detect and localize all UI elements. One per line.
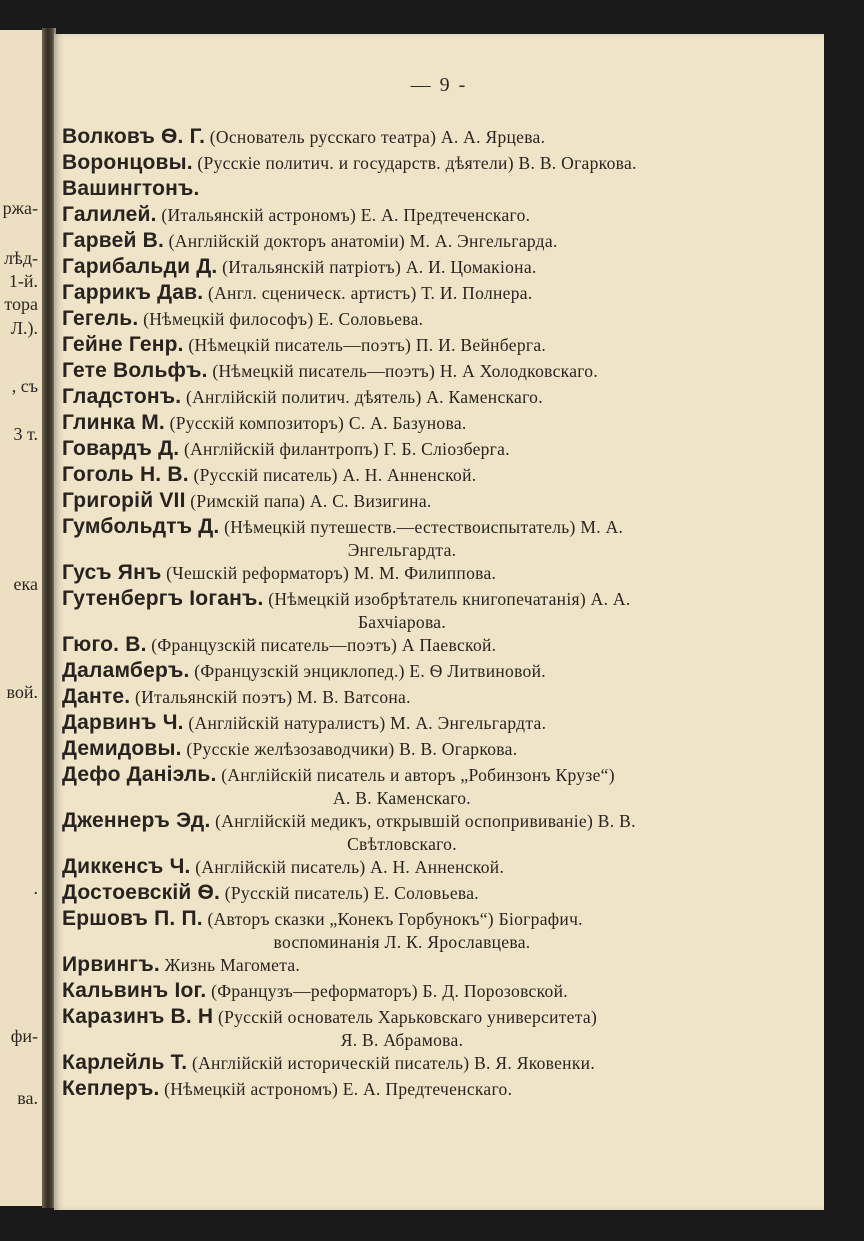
entry-description: (Русскій основатель Харьковскаго университета) [213, 1007, 598, 1027]
entry-item [62, 737, 742, 761]
entry-name: Данте. [62, 685, 131, 708]
left-page-edge [0, 30, 44, 1206]
entry-name: Ершовъ П. П. [62, 907, 203, 930]
entry-name: Гумбольдтъ Д. [62, 515, 220, 538]
entry-name: Гюго. В. [62, 633, 147, 656]
entry-item [62, 587, 742, 634]
entry-description: (Итальянскій астрономъ) Е. А. Предтеченскаго. [156, 205, 531, 225]
entry-description: (Англійскій филантропъ) Г. Б. Сліозберга. [179, 439, 510, 459]
entry-description: (Русскіе политич. и государств. дѣятели) В. В. Огаркова. [192, 153, 637, 173]
entry-name: Гоголь Н. В. [62, 463, 189, 486]
entry-name: Диккенсъ Ч. [62, 855, 191, 878]
entry-description: (Французскій писатель—поэтъ) А Паевской. [146, 635, 497, 655]
entry-description: (Англійскій натуралистъ) М. А. Энгельгардта. [183, 713, 547, 733]
entry-item [62, 659, 742, 683]
entry-description: (Англійскій писатель) А. Н. Анненской. [190, 857, 505, 877]
entry-item [62, 1005, 742, 1052]
left-page-fragment: ва. [17, 1088, 38, 1108]
entry-item [62, 881, 742, 905]
entry-name: Кальвинъ Іог. [62, 979, 207, 1002]
entry-name: Галилей. [62, 203, 157, 226]
left-page-fragment: тора [4, 294, 38, 314]
entry-item [62, 281, 742, 305]
entry-continuation: воспоминанія Л. К. Ярославцева. [273, 932, 531, 952]
left-page-fragment: ека [13, 574, 38, 594]
entry-name: Гарибальди Д. [62, 255, 218, 278]
entry-name: Карлейль Т. [62, 1051, 188, 1074]
entry-item [62, 763, 742, 810]
entry-name: Демидовы. [62, 737, 182, 760]
entry-description: (Основатель русскаго театра) А. А. Ярцева. [205, 127, 546, 147]
entry-item [62, 463, 742, 487]
entry-description: (Нѣмецкій философъ) Е. Соловьева. [138, 309, 424, 329]
entry-continuation: Бахчіарова. [357, 612, 447, 632]
entry-item [62, 855, 742, 879]
entry-description: (Русскій композиторъ) С. А. Базунова. [164, 413, 467, 433]
entry-item [62, 177, 742, 201]
entry-item [62, 953, 742, 977]
entry-name: Гладстонъ. [62, 385, 182, 408]
entry-name: Воронцовы. [62, 151, 193, 174]
page-number: — 9 - [410, 74, 468, 96]
entry-description: Жизнь Магомета. [159, 955, 301, 975]
entry-description: (Французъ—реформаторъ) Б. Д. Порозовской. [206, 981, 568, 1001]
entry-description: (Итальянскій поэтъ) М. В. Ватсона. [130, 687, 411, 707]
entry-description: (Англійскій докторъ анатоміи) М. А. Энгельгарда. [164, 231, 558, 251]
entry-item [62, 151, 742, 175]
left-page-fragment: 1-й. [8, 271, 38, 291]
entry-item [62, 711, 742, 735]
entry-item [62, 125, 742, 149]
entry-item [62, 515, 742, 562]
entry-description: (Англійскій медикъ, открывшій оспопрививаніе) В. В. [210, 811, 636, 831]
entry-name: Гарвей В. [62, 229, 164, 252]
entry-name: Дарвинъ Ч. [62, 711, 184, 734]
entry-continuation: А. В. Каменскаго. [333, 788, 471, 808]
entry-name: Дефо Даніэль. [62, 763, 217, 786]
entry-item [62, 385, 742, 409]
entry-item [62, 255, 742, 279]
entry-description: (Англійскій политич. дѣятель) А. Каменскаго. [181, 387, 543, 407]
entry-description: (Англійскій писатель и авторъ „Робинзонъ Крузе“) [216, 765, 615, 785]
entry-description: (Нѣмецкій астрономъ) Е. А. Предтеченскаго. [159, 1079, 513, 1099]
entry-name: Кеплеръ. [62, 1077, 160, 1100]
entry-name: Гутенбергъ Іоганъ. [62, 587, 264, 610]
right-page [54, 34, 824, 1210]
entry-continuation: Свѣтловскаго. [347, 834, 457, 854]
entry-description: (Англ. сценическ. артистъ) Т. И. Полнера. [203, 283, 533, 303]
entry-item [62, 437, 742, 461]
entry-item [62, 229, 742, 253]
entry-item [62, 809, 742, 856]
entry-item [62, 333, 742, 357]
left-page-fragment: . [33, 878, 38, 898]
entry-description: (Русскій писатель) А. Н. Анненской. [188, 465, 477, 485]
left-page-fragment: вой. [6, 682, 38, 702]
left-page-fragment: фи- [10, 1026, 38, 1046]
entry-item [62, 411, 742, 435]
entry-name: Каразинъ В. Н [62, 1005, 214, 1028]
entry-description: (Русскіе желѣзозаводчики) В. В. Огаркова. [181, 739, 518, 759]
entry-item [62, 359, 742, 383]
left-page-fragment: 3 т. [13, 424, 38, 444]
entry-description: (Итальянскій патріотъ) А. И. Цомакіона. [217, 257, 537, 277]
entry-name: Гете Вольфъ. [62, 359, 208, 382]
entry-name: Григорій VII [62, 489, 186, 512]
entry-item [62, 685, 742, 709]
entry-description: (Авторъ сказки „Конекъ Горбунокъ“) Біографич. [202, 909, 583, 929]
entry-item [62, 1051, 742, 1075]
entry-description: (Нѣмецкій писатель—поэтъ) П. И. Вейнберга. [183, 335, 547, 355]
entry-description: (Чешскій реформаторъ) М. М. Филиппова. [161, 563, 497, 583]
entry-name: Дженнеръ Эд. [62, 809, 211, 832]
entry-name: Глинка М. [62, 411, 165, 434]
entry-name: Даламберъ. [62, 659, 190, 682]
entry-name: Говардъ Д. [62, 437, 180, 460]
entry-name: Гегель. [62, 307, 139, 330]
entry-name: Волковъ Ѳ. Г. [62, 125, 206, 148]
entry-item [62, 907, 742, 954]
entry-description: (Нѣмецкій путешеств.—естествоиспытатель) М. А. [219, 517, 624, 537]
entry-item [62, 979, 742, 1003]
entry-description: (Англійскій историческій писатель) В. Я. Яковенки. [187, 1053, 595, 1073]
entry-description: (Русскій писатель) Е. Соловьева. [220, 883, 479, 903]
left-page-fragment: лѣд- [4, 248, 38, 268]
left-page-fragment: Л.). [10, 318, 38, 338]
entry-name: Достоевскій Ѳ. [62, 881, 221, 904]
entry-continuation: Энгельгардта. [347, 540, 457, 560]
entry-item [62, 1077, 742, 1101]
entry-item [62, 633, 742, 657]
entry-item [62, 561, 742, 585]
left-page-fragment: ржа- [2, 198, 38, 218]
entry-continuation: Я. В. Абрамова. [340, 1030, 464, 1050]
left-page-fragment: , съ [11, 376, 38, 396]
entry-item [62, 203, 742, 227]
entry-name: Ирвингъ. [62, 953, 160, 976]
entry-name: Вашингтонъ. [62, 177, 200, 200]
entry-description: (Французскій энциклопед.) Е. Ѳ Литвиновой. [189, 661, 546, 681]
entry-description: (Нѣмецкій писатель—поэтъ) Н. А Холодковскаго. [207, 361, 599, 381]
entry-item [62, 489, 742, 513]
entry-item [62, 307, 742, 331]
entry-name: Гейне Генр. [62, 333, 184, 356]
entry-name: Гусъ Янъ [62, 561, 162, 584]
entry-description: (Римскій папа) А. С. Визигина. [185, 491, 432, 511]
entry-name: Гаррикъ Дав. [62, 281, 204, 304]
entry-description: (Нѣмецкій изобрѣтатель книгопечатанія) А. А. [263, 589, 631, 609]
